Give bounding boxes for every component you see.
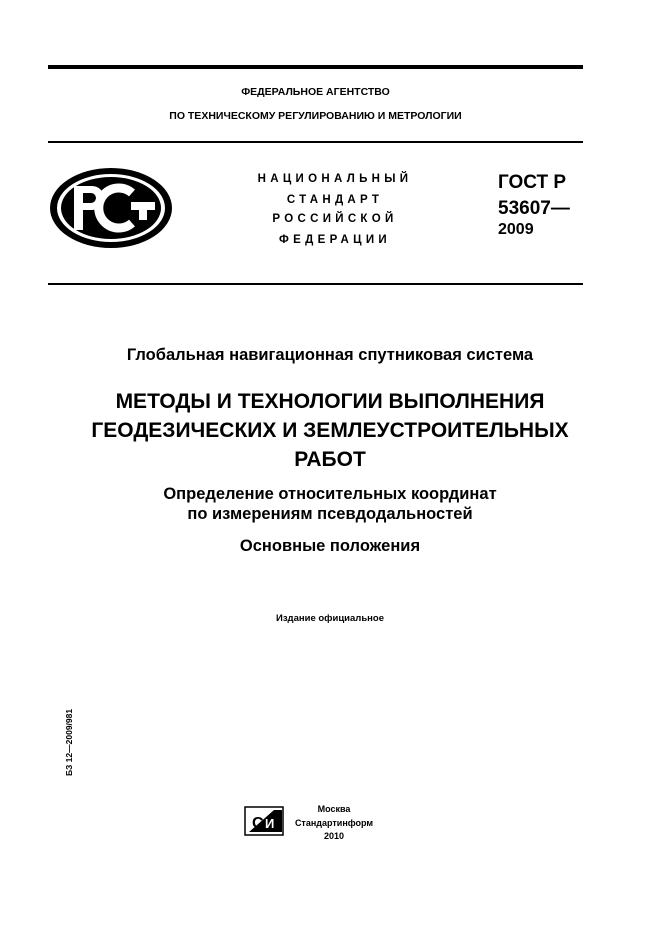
- side-note: БЗ 12—2009/981: [64, 708, 74, 776]
- publisher-year: 2010: [323, 831, 345, 841]
- national-line-2: СТАНДАРТ: [286, 194, 384, 206]
- agency-line-2: ПО ТЕХНИЧЕСКОМУ РЕГУЛИРОВАНИЮ И МЕТРОЛОГИИ: [169, 110, 462, 122]
- bottom-rule: [48, 283, 583, 285]
- national-line-4: ФЕДЕРАЦИИ: [279, 234, 391, 246]
- subtitle-line-2: по измерениям псевдодальностей: [187, 505, 473, 523]
- publisher-name: Стандартинформ: [294, 818, 374, 828]
- provisions-title: Основные положения: [239, 537, 421, 555]
- middle-rule: [48, 141, 583, 143]
- standartinform-logo-icon: [244, 806, 284, 836]
- designation-line-1: ГОСТ Р: [498, 172, 567, 193]
- svg-text:С: С: [252, 815, 264, 832]
- main-title-line-1: МЕТОДЫ И ТЕХНОЛОГИИ ВЫПОЛНЕНИЯ: [115, 390, 545, 413]
- main-title-line-2: ГЕОДЕЗИЧЕСКИХ И ЗЕМЛЕУСТРОИТЕЛЬНЫХ: [91, 419, 569, 442]
- designation-line-3: 2009: [498, 221, 534, 238]
- subtitle-line-1: Определение относительных координат: [163, 485, 497, 503]
- edition-note: Издание официальное: [276, 613, 384, 624]
- designation-line-2: 53607—: [498, 198, 570, 219]
- main-title: [30, 387, 630, 474]
- main-title-line-3: РАБОТ: [294, 448, 366, 471]
- top-rule: [48, 65, 583, 69]
- national-line-1: НАЦИОНАЛЬНЫЙ: [257, 173, 413, 185]
- publisher-city: Москва: [317, 804, 351, 814]
- system-title: Глобальная навигационная спутниковая система: [126, 346, 534, 364]
- agency-line-1: ФЕДЕРАЛЬНОЕ АГЕНТСТВО: [241, 86, 390, 98]
- national-line-3: РОССИЙСКОЙ: [272, 213, 398, 225]
- rst-emblem-icon: [48, 166, 174, 250]
- svg-text:И: И: [265, 816, 275, 831]
- subtitle: [30, 484, 630, 524]
